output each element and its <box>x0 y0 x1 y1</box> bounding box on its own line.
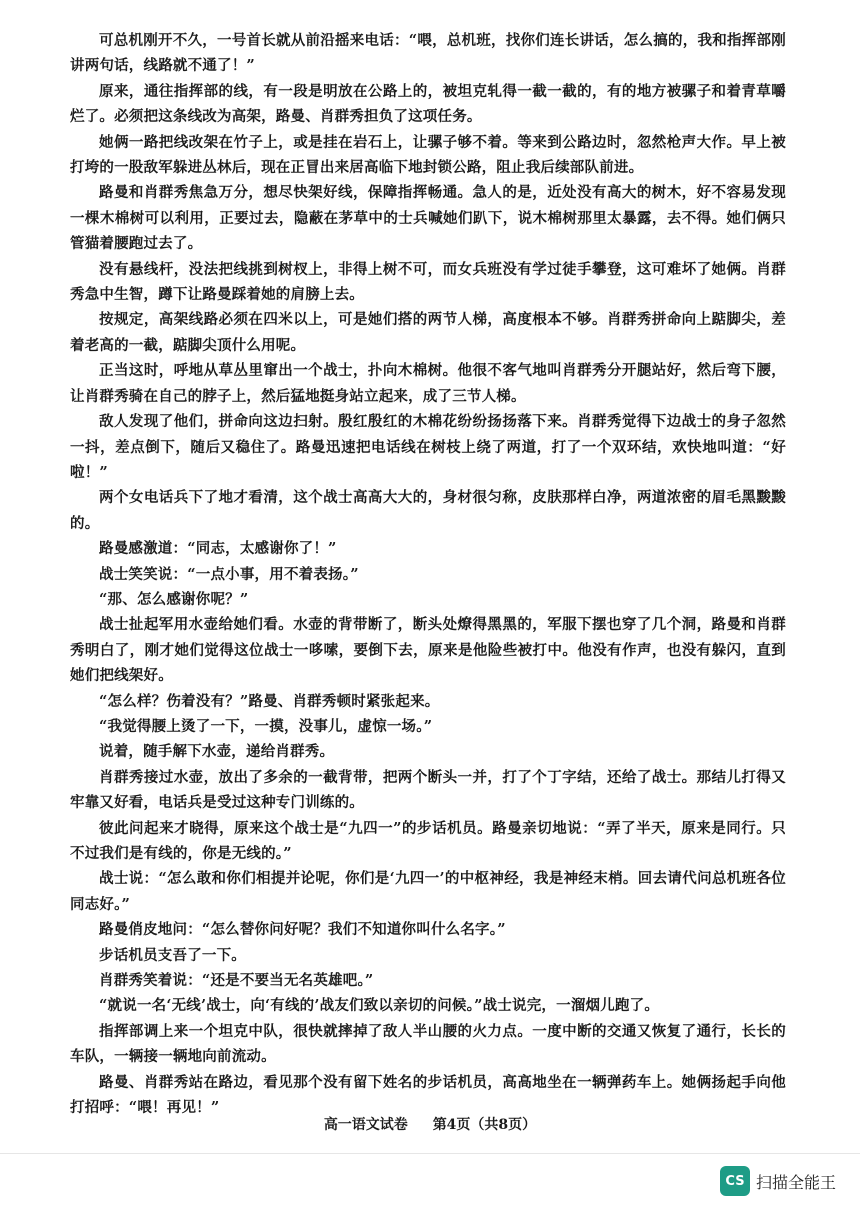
watermark-app-name: 扫描全能王 <box>755 1172 836 1192</box>
paragraph: 按规定，高架线路必须在四米以上，可是她们搭的两节人梯，高度根本不够。肖群秀拼命向上踮脚尖，差着老高的一截，踮脚尖顶什么用呢。 <box>70 311 786 354</box>
paragraph: “就说一名‘无线’战士，向‘有线的’战友们致以亲切的问候。”战士说完，一溜烟儿跑了。 <box>99 997 660 1015</box>
exam-title: 高一语文试卷 <box>323 1117 408 1133</box>
paragraph: 肖群秀接过水壶，放出了多余的一截背带，把两个断头一并，打了个丁字结，还给了战士。那结儿打得又牢靠又好看，电话兵是受过这种专门训练的。 <box>70 768 786 812</box>
paragraph: 她俩一路把线改架在竹子上，或是挂在岩石上，让骡子够不着。等来到公路边时，忽然枪声大作。早上被打垮的一股敌军躲进丛林后，现在正冒出来居高临下地封锁公路，阻止我后续部队前进。 <box>70 133 786 177</box>
document-body <box>70 28 786 1120</box>
paragraph: 可总机刚开不久，一号首长就从前沿摇来电话：“喂，总机班，找你们连长讲话，怎么搞的，我和指挥部刚讲两句话，线路就不通了！” <box>70 32 786 75</box>
paragraph: 没有悬线杆，没法把线挑到树杈上，非得上树不可，而女兵班没有学过徒手攀登，这可难坏了她俩。肖群秀急中生智，蹲下让路曼踩着她的肩膀上去。 <box>70 260 786 304</box>
paragraph: 战士说：“怎么敢和你们相提并论呢，你们是‘九四一’的中枢神经，我是神经末梢。回去请代问总机班各位同志好。” <box>70 870 786 913</box>
paragraph: 路曼感激道：“同志，太感谢你了！” <box>99 540 337 558</box>
paragraph: 彼此问起来才晓得，原来这个战士是“九四一”的步话机员。路曼亲切地说：“弄了半天，原来是同行。只不过我们是有线的，你是无线的。” <box>70 819 786 862</box>
paragraph: 战士笑笑说：“一点小事，用不着表扬。” <box>99 565 359 583</box>
paragraph: 两个女电话兵下了地才看清，这个战士高高大大的，身材很匀称，皮肤那样白净，两道浓密的眉毛黑黢黢的。 <box>70 489 786 532</box>
paragraph: 说着，随手解下水壶，递给肖群秀。 <box>99 743 335 761</box>
paragraph: 指挥部调上来一个坦克中队，很快就摔掉了敌人半山腰的火力点。一度中断的交通又恢复了通行，长长的车队，一辆接一辆地向前流动。 <box>70 1022 786 1066</box>
paragraph: 路曼、肖群秀站在路边，看见那个没有留下姓名的步话机员，高高地坐在一辆弹药车上。她俩扬起手向他打招呼：“喂！再见！” <box>70 1073 786 1117</box>
paragraph: 敌人发现了他们，拼命向这边扫射。殷红殷红的木棉花纷纷扬扬落下来。肖群秀觉得下边战士的身子忽然一抖，差点倒下，随后又稳住了。路曼迅速把电话线在树枝上绕了两道，打了一个双环结，欢快地叫道：“好啦！” <box>70 413 786 481</box>
page-number: 第4页（共8页） <box>432 1117 537 1133</box>
footer-divider <box>0 1153 860 1154</box>
paragraph: “我觉得腰上烫了一下，一摸，没事儿，虚惊一场。” <box>99 717 433 735</box>
paragraph: 正当这时，呼地从草丛里窜出一个战士，扑向木棉树。他很不客气地叫肖群秀分开腿站好，然后弯下腰，让肖群秀骑在自己的脖子上，然后猛地挺身站立起来，成了三节人梯。 <box>70 362 786 405</box>
camscanner-logo-icon: CS <box>720 1166 750 1196</box>
paragraph: 步话机员支吾了一下。 <box>99 946 246 964</box>
page-footer <box>0 1114 860 1134</box>
scanner-watermark <box>720 1166 836 1196</box>
paragraph: “那、怎么感谢你呢？” <box>99 590 249 608</box>
paragraph: 肖群秀笑着说：“还是不要当无名英雄吧。” <box>99 972 374 990</box>
paragraph: “怎么样？伤着没有？”路曼、肖群秀顿时紧张起来。 <box>99 692 440 710</box>
paragraph: 原来，通往指挥部的线，有一段是明放在公路上的，被坦克轧得一截一截的，有的地方被骡子和着青草嚼烂了。必须把这条线改为高架，路曼、肖群秀担负了这项任务。 <box>70 82 786 126</box>
paragraph: 路曼和肖群秀焦急万分，想尽快架好线，保障指挥畅通。急人的是，近处没有高大的树木，好不容易发现一棵木棉树可以利用，正要过去，隐蔽在茅草中的士兵喊她们趴下，说木棉树那里太暴露，去不得。她们俩只管猫着腰跑过去了。 <box>70 184 786 253</box>
paragraph: 战士扯起军用水壶给她们看。水壶的背带断了，断头处燎得黑黑的，军服下摆也穿了几个洞，路曼和肖群秀明白了，刚才她们觉得这位战士一哆嗦，要倒下去，原来是他险些被打中。他没有作声，也没有躲闪，直到她们把线架好。 <box>70 616 786 685</box>
paragraph: 路曼俏皮地问：“怎么替你问好呢？我们不知道你叫什么名字。” <box>99 921 506 939</box>
